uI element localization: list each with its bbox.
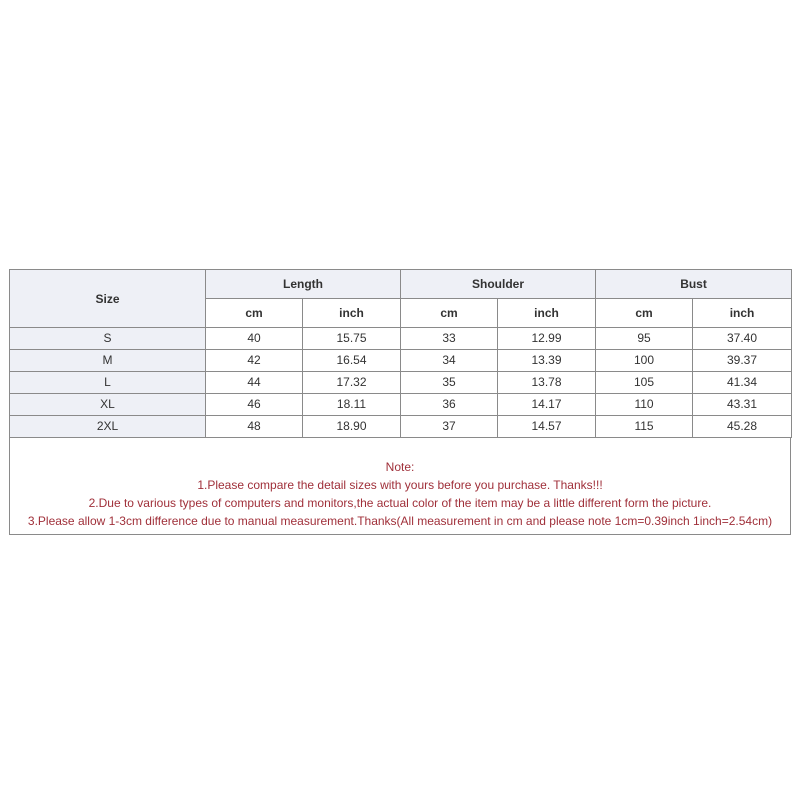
table-cell: 105	[596, 372, 693, 394]
table-cell: 14.17	[498, 394, 596, 416]
note-line: 3.Please allow 1-3cm difference due to manual measurement.Thanks(All measurement in cm and please note 1cm=0.39inch 1inch=2.54cm)	[27, 514, 773, 528]
size-cell: S	[10, 328, 206, 350]
table-cell: 41.34	[693, 372, 792, 394]
table-cell: 48	[206, 416, 303, 438]
table-cell: 40	[206, 328, 303, 350]
table-cell: 37	[401, 416, 498, 438]
table-row	[10, 328, 792, 350]
size-column-header: Size	[10, 270, 206, 328]
unit-header-bust-cm: cm	[596, 299, 693, 328]
table-cell: 13.39	[498, 350, 596, 372]
table-cell: 115	[596, 416, 693, 438]
table-row	[10, 394, 792, 416]
table-cell: 34	[401, 350, 498, 372]
unit-header-shoulder-cm: cm	[401, 299, 498, 328]
table-cell: 18.11	[303, 394, 401, 416]
table-cell: 45.28	[693, 416, 792, 438]
table-cell: 16.54	[303, 350, 401, 372]
table-cell: 17.32	[303, 372, 401, 394]
table-cell: 15.75	[303, 328, 401, 350]
table-cell: 12.99	[498, 328, 596, 350]
note-line: 1.Please compare the detail sizes with yours before you purchase. Thanks!!!	[197, 478, 603, 492]
size-cell: L	[10, 372, 206, 394]
bust-group-header: Bust	[596, 270, 792, 299]
table-cell: 35	[401, 372, 498, 394]
length-group-header: Length	[206, 270, 401, 299]
table-cell: 13.78	[498, 372, 596, 394]
table-cell: 110	[596, 394, 693, 416]
table-row	[10, 372, 792, 394]
table-cell: 100	[596, 350, 693, 372]
unit-header-shoulder-inch: inch	[498, 299, 596, 328]
notes-section	[9, 438, 791, 535]
table-cell: 42	[206, 350, 303, 372]
header-row-groups	[10, 270, 792, 299]
unit-header-bust-inch: inch	[693, 299, 792, 328]
table-cell: 43.31	[693, 394, 792, 416]
notes-title: Note:	[385, 460, 415, 474]
table-cell: 37.40	[693, 328, 792, 350]
table-cell: 95	[596, 328, 693, 350]
size-chart	[9, 269, 791, 535]
table-cell: 44	[206, 372, 303, 394]
table-cell: 18.90	[303, 416, 401, 438]
size-table	[9, 269, 792, 438]
table-cell: 46	[206, 394, 303, 416]
size-cell: 2XL	[10, 416, 206, 438]
table-cell: 14.57	[498, 416, 596, 438]
table-row	[10, 350, 792, 372]
unit-header-length-inch: inch	[303, 299, 401, 328]
size-cell: M	[10, 350, 206, 372]
unit-header-length-cm: cm	[206, 299, 303, 328]
table-row	[10, 416, 792, 438]
table-cell: 39.37	[693, 350, 792, 372]
shoulder-group-header: Shoulder	[401, 270, 596, 299]
table-cell: 33	[401, 328, 498, 350]
size-cell: XL	[10, 394, 206, 416]
table-cell: 36	[401, 394, 498, 416]
note-line: 2.Due to various types of computers and monitors,the actual color of the item may be a little different form the picture.	[88, 496, 712, 510]
